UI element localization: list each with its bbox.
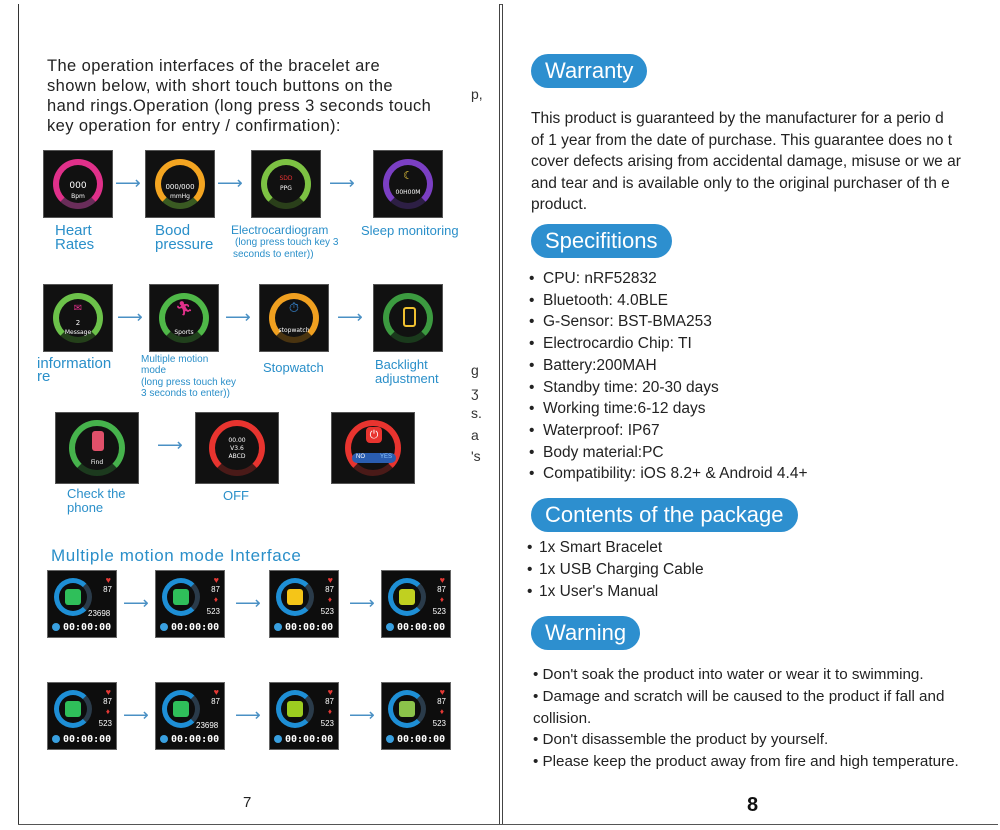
- flame-icon: ♦: [105, 707, 110, 716]
- flame-icon: ♦: [327, 595, 332, 604]
- arrow-right-icon: ⟶: [329, 173, 355, 193]
- timer-value: 00:00:00: [63, 734, 112, 745]
- clock-icon: [274, 735, 282, 743]
- screen-value: 000: [69, 181, 87, 191]
- warning-item: • Damage and scratch will be caused to the product if fall and: [533, 687, 945, 705]
- bleed-text: 's: [471, 448, 481, 464]
- message-screen: [43, 284, 113, 352]
- specifications-list: [527, 268, 808, 485]
- heart-icon: ♥: [439, 575, 445, 585]
- warranty-line: of 1 year from the date of purchase. This guarantee does no t: [531, 131, 953, 149]
- bleed-text: a: [471, 427, 479, 443]
- heart-icon: ♥: [105, 687, 111, 697]
- arrow-right-icon: ⟶: [217, 173, 243, 193]
- arrow-right-icon: ⟶: [235, 593, 261, 613]
- timer-value: 00:00:00: [285, 734, 334, 745]
- cycling-icon: [287, 589, 303, 605]
- motion-screen: [269, 682, 339, 750]
- heart-icon: ♥: [327, 575, 333, 585]
- contents-item: • 1x Smart Bracelet: [525, 537, 704, 559]
- caption-ecg-note: (long press touch key 3: [235, 237, 339, 248]
- find-phone-screen: [55, 412, 139, 484]
- spec-item: • CPU: nRF52832: [527, 268, 808, 290]
- timer: [52, 622, 111, 633]
- arrow-right-icon: ⟶: [349, 705, 375, 725]
- screen-unit: mmHg: [169, 193, 190, 200]
- caption-check-the: Check the: [67, 486, 126, 501]
- blood-pressure-screen: [145, 150, 215, 218]
- moon-icon: ☾: [403, 169, 413, 182]
- warning-heading: Warning: [531, 616, 640, 650]
- caption-multiple-motion: Multiple motion: [141, 354, 209, 365]
- heart-rate-value: 87: [325, 585, 334, 594]
- calories-value: 523: [206, 607, 220, 616]
- clock-icon: [160, 623, 168, 631]
- page-frame-bottom: [18, 824, 998, 825]
- contents-list: [525, 537, 704, 603]
- screen-unit: PPG: [280, 185, 292, 192]
- heart-icon: ♥: [213, 687, 219, 697]
- clock-icon: [160, 735, 168, 743]
- caption-re: re: [37, 368, 51, 385]
- caption-mode: mode: [141, 365, 167, 376]
- motion-screen: [47, 682, 117, 750]
- intro-line: The operation interfaces of the bracelet are: [47, 57, 381, 75]
- timer: [274, 734, 333, 745]
- timer-value: 00:00:00: [285, 622, 334, 633]
- ball-icon: [399, 589, 415, 605]
- spec-item: • G-Sensor: BST-BMA253: [527, 311, 808, 333]
- motion-screen: [155, 682, 225, 750]
- page-number: 7: [243, 794, 252, 811]
- timer: [160, 622, 219, 633]
- spec-item: • Working time:6-12 days: [527, 398, 808, 420]
- caption-motion-note: (long press touch key: [141, 377, 237, 388]
- heart-rate-value: 87: [211, 697, 220, 706]
- climbing-icon: [65, 701, 81, 717]
- ecg-screen: [251, 150, 321, 218]
- spec-item: • Body material:PC: [527, 442, 808, 464]
- heart-rate-value: 87: [103, 585, 112, 594]
- heart-rate-screen: [43, 150, 113, 218]
- timer-value: 00:00:00: [171, 734, 220, 745]
- contents-heading: Contents of the package: [531, 498, 798, 532]
- warning-item: collision.: [533, 709, 592, 727]
- bleed-text: g: [471, 362, 479, 378]
- caption-motion-note: 3 seconds to enter)): [141, 388, 230, 399]
- heart-rate-value: 87: [103, 697, 112, 706]
- calories-value: 523: [432, 719, 446, 728]
- arrow-right-icon: ⟶: [117, 307, 143, 327]
- arrow-right-icon: ⟶: [225, 307, 251, 327]
- arrow-right-icon: ⟶: [115, 173, 141, 193]
- screen-value: V3.6: [230, 445, 244, 452]
- arrow-right-icon: ⟶: [337, 307, 363, 327]
- warranty-line: and tear and is available only to the original purchaser of th e: [531, 174, 950, 192]
- intro-line: shown below, with short touch buttons on the: [47, 77, 393, 95]
- warning-item: • Please keep the product away from fire and high temperature.: [533, 753, 959, 771]
- heart-icon: ♥: [213, 575, 219, 585]
- caption-heart: Heart: [55, 222, 92, 239]
- motion-screen: [155, 570, 225, 638]
- sleep-screen: [373, 150, 443, 218]
- spec-item: • Compatibility: iOS 8.2+ & Android 4.4+: [527, 463, 808, 485]
- ecg-ring-icon: [261, 159, 311, 209]
- caption-off: OFF: [223, 488, 249, 503]
- warranty-heading: Warranty: [531, 54, 647, 88]
- screen-value: 00H00M: [395, 189, 421, 196]
- sports-screen: [149, 284, 219, 352]
- clock-icon: [274, 623, 282, 631]
- motion-screen: [47, 570, 117, 638]
- clock-icon: [386, 735, 394, 743]
- activity-icon: [173, 589, 189, 605]
- spec-item: • Electrocardio Chip: TI: [527, 333, 808, 355]
- spec-item: • Standby time: 20-30 days: [527, 377, 808, 399]
- arrow-right-icon: ⟶: [123, 705, 149, 725]
- timer: [386, 622, 445, 633]
- envelope-icon: ✉: [73, 303, 83, 314]
- timer-value: 00:00:00: [63, 622, 112, 633]
- steps-value: 23698: [196, 721, 219, 730]
- manual-page-7: [18, 4, 500, 824]
- arrow-right-icon: ⟶: [235, 705, 261, 725]
- flame-icon: ♦: [213, 595, 218, 604]
- caption-phone: phone: [67, 500, 104, 515]
- spec-item: • Waterproof: IP67: [527, 420, 808, 442]
- contents-item: • 1x User's Manual: [525, 581, 704, 603]
- screen-value: 2: [75, 319, 81, 327]
- bleed-text: ʒ: [471, 384, 479, 400]
- screen-value: 000/000: [165, 183, 195, 191]
- heart-icon: ♥: [327, 687, 333, 697]
- power-confirm-screen: [331, 412, 415, 484]
- caption-information: information: [37, 355, 112, 372]
- walking-icon: [173, 701, 189, 717]
- spec-item: • Bluetooth: 4.0BLE: [527, 290, 808, 312]
- screen-value: ABCD: [228, 453, 246, 460]
- warranty-line: cover defects arising from accidental damage, misuse or we ar: [531, 153, 961, 170]
- screen-unit: Message: [64, 329, 92, 336]
- caption-adjustment: adjustment: [375, 371, 439, 386]
- warranty-line: This product is guaranteed by the manufacturer for a perio d: [531, 110, 944, 127]
- yes-label: YES: [379, 454, 392, 460]
- ball-icon: [399, 701, 415, 717]
- heart-rate-value: 87: [437, 697, 446, 706]
- motion-screen: [381, 570, 451, 638]
- power-icon: ⏻: [366, 427, 382, 443]
- specifications-heading: Specifitions: [531, 224, 672, 258]
- arrow-right-icon: ⟶: [123, 593, 149, 613]
- timer: [274, 622, 333, 633]
- timer: [52, 734, 111, 745]
- off-screen: [195, 412, 279, 484]
- warning-list: [533, 664, 993, 773]
- phone-icon: [92, 431, 104, 451]
- caption-stopwatch: Stopwatch: [263, 360, 324, 375]
- flame-icon: ♦: [327, 707, 332, 716]
- caption-ecg-note: seconds to enter)): [233, 249, 314, 260]
- screen-value: SDD: [279, 175, 293, 182]
- page-number: 8: [747, 794, 759, 816]
- arrow-right-icon: ⟶: [349, 593, 375, 613]
- steps-value: 23698: [88, 609, 111, 618]
- stopwatch-icon: ⏱︎: [288, 301, 300, 316]
- heart-rate-value: 87: [211, 585, 220, 594]
- caption-sleep: Sleep monitoring: [361, 223, 459, 238]
- caption-pressure: pressure: [155, 236, 214, 253]
- screen-unit: stopwatch: [278, 327, 310, 334]
- backlight-screen: [373, 284, 443, 352]
- warranty-paragraph: [531, 108, 981, 216]
- motion-screen: [269, 570, 339, 638]
- clock-icon: [386, 623, 394, 631]
- manual-page-8: [502, 4, 998, 824]
- screen-value: 00.00: [228, 437, 246, 444]
- motion-section-title: Multiple motion mode Interface: [51, 546, 302, 565]
- caption-rates: Rates: [55, 236, 95, 253]
- timer: [160, 734, 219, 745]
- heart-rate-value: 87: [325, 697, 334, 706]
- spec-item: • Battery:200MAH: [527, 355, 808, 377]
- sleep-ring-icon: [383, 159, 433, 209]
- no-yes-toggle: [352, 453, 396, 463]
- timer-value: 00:00:00: [397, 734, 446, 745]
- caption-bood: Bood: [155, 222, 191, 239]
- heart-icon: ♥: [439, 687, 445, 697]
- warning-item: • Don't disassemble the product by yourself.: [533, 731, 829, 749]
- calories-value: 523: [432, 607, 446, 616]
- clock-icon: [52, 623, 60, 631]
- calories-value: 523: [320, 719, 334, 728]
- contents-item: • 1x USB Charging Cable: [525, 559, 704, 581]
- arrow-right-icon: ⟶: [157, 435, 183, 455]
- calories-value: 523: [98, 719, 112, 728]
- timer-value: 00:00:00: [171, 622, 220, 633]
- runner-icon: 🏃︎: [175, 301, 193, 317]
- intro-line: key operation for entry / confirmation):: [47, 117, 341, 135]
- lightbulb-icon: [403, 307, 416, 327]
- clock-icon: [52, 735, 60, 743]
- intro-paragraph: [47, 56, 500, 136]
- bleed-text: s.: [471, 405, 482, 421]
- caption-backlight: Backlight: [375, 357, 428, 372]
- flame-icon: ♦: [439, 595, 444, 604]
- flame-icon: ♦: [439, 707, 444, 716]
- no-label: NO: [356, 454, 365, 460]
- timer-value: 00:00:00: [397, 622, 446, 633]
- heart-rate-value: 87: [437, 585, 446, 594]
- motion-screen: [381, 682, 451, 750]
- warranty-line: product.: [531, 196, 588, 213]
- heart-icon: ♥: [105, 575, 111, 585]
- warning-item: • Don't soak the product into water or wear it to swimming.: [533, 666, 924, 683]
- bleed-text: p,: [471, 86, 483, 102]
- stopwatch-screen: [259, 284, 329, 352]
- calories-value: 523: [320, 607, 334, 616]
- intro-line: hand rings.Operation (long press 3 seconds touch: [47, 97, 432, 115]
- sport-icon: [287, 701, 303, 717]
- screen-unit: Sports: [174, 329, 194, 336]
- screen-unit: Bpm: [71, 193, 85, 200]
- timer: [386, 734, 445, 745]
- screen-unit: Find: [90, 459, 104, 466]
- caption-ecg: Electrocardiogram: [231, 223, 329, 237]
- running-icon: [65, 589, 81, 605]
